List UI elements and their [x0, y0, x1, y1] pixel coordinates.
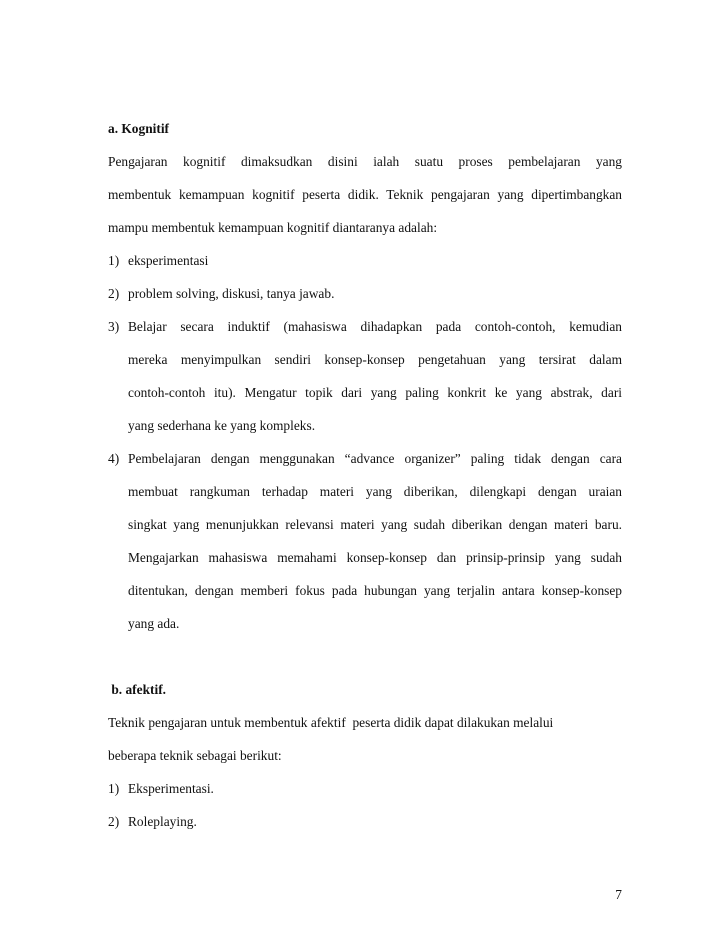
list-item-number: 4) [108, 451, 120, 466]
list-item-continuation: mereka menyimpulkan sendiri konsep-konsep pengetahuan yang tersirat dalam [128, 352, 622, 367]
section-b-heading: b. afektif. [108, 682, 167, 697]
list-item-continuation: Mengajarkan mahasiswa memahami konsep-konsep dan prinsip-prinsip yang sudah [128, 550, 622, 565]
section-a-heading: a. Kognitif [108, 121, 170, 136]
list-item-continuation: yang ada. [128, 616, 180, 631]
list-item-text: Eksperimentasi. [128, 781, 214, 796]
page-number: 7 [615, 887, 622, 902]
list-item-text: problem solving, diskusi, tanya jawab. [128, 286, 335, 301]
section-b-intro-line-2: beberapa teknik sebagai berikut: [108, 748, 282, 763]
section-a-intro-line-1: Pengajaran kognitif dimaksudkan disini ialah suatu proses pembelajaran yang [108, 154, 622, 169]
list-item-number: 2) [108, 814, 120, 829]
list-item-continuation: singkat yang menunjukkan relevansi materi yang sudah diberikan dengan materi baru. [128, 517, 622, 532]
list-item-text: Roleplaying. [128, 814, 197, 829]
list-item-number: 1) [108, 781, 120, 796]
section-b-intro-line-1: Teknik pengajaran untuk membentuk afektif peserta didik dapat dilakukan melalui [108, 715, 554, 730]
list-item-text: eksperimentasi [128, 253, 209, 268]
list-item-number: 1) [108, 253, 120, 268]
section-a-intro-line-3: mampu membentuk kemampuan kognitif diantaranya adalah: [108, 220, 438, 235]
list-item-continuation: yang sederhana ke yang kompleks. [128, 418, 316, 433]
list-item-continuation: ditentukan, dengan memberi fokus pada hubungan yang terjalin antara konsep-konsep [128, 583, 622, 598]
list-item-number: 3) [108, 319, 120, 334]
list-item-text: Pembelajaran dengan menggunakan “advance organizer” paling tidak dengan cara [128, 451, 622, 466]
list-item-continuation: contoh-contoh itu). Mengatur topik dari yang paling konkrit ke yang abstrak, dari [128, 385, 622, 400]
list-item-number: 2) [108, 286, 120, 301]
list-item-text: Belajar secara induktif (mahasiswa dihadapkan pada contoh-contoh, kemudian [128, 319, 622, 334]
list-item-continuation: membuat rangkuman terhadap materi yang diberikan, dilengkapi dengan uraian [128, 484, 622, 499]
section-a-intro-line-2: membentuk kemampuan kognitif peserta didik. Teknik pengajaran yang dipertimbangkan [108, 187, 622, 202]
